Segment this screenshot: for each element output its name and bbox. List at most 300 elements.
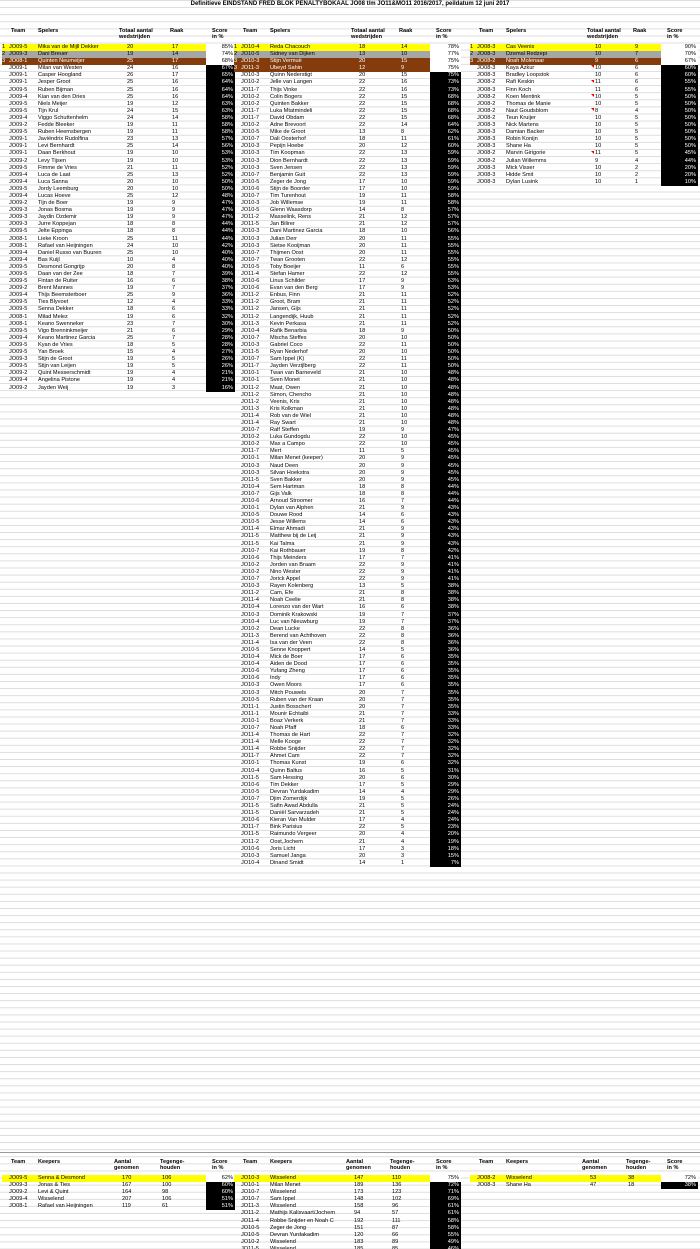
player-row [2,370,235,377]
team-cell: JO11-5 [241,774,259,781]
player-name-cell: Yufang Zheng [270,668,305,675]
player-name-cell: Finn Koch [506,86,532,93]
player-row [234,399,461,406]
team-cell: JO11-4 [241,1217,259,1224]
hits-cell: 10 [401,51,408,58]
keeper-name-cell: Senna & Desmond [38,1175,85,1181]
score-cell: 19% [430,839,461,846]
player-name-cell: Lieke Kroon [38,235,68,242]
hits-cell: 5 [401,781,405,788]
total-cell: 21 [359,810,366,817]
player-row [234,505,461,512]
player-name-cell: Jelte Eppinga [38,228,72,235]
total-cell: 21 [359,384,366,391]
player-name-cell: Dean Lucke [270,625,300,632]
hits-cell: 11 [401,136,407,143]
player-name-cell: Thomas de Hart [270,732,311,739]
hits-cell: 8 [401,483,405,490]
player-row [2,363,235,370]
score-cell: 37% [430,619,461,626]
total-cell: 22 [359,107,366,114]
team-cell: JO10-7 [241,356,260,363]
team-cell: JO10-6 [241,185,260,192]
player-name-cell: Jan Bilirer [270,221,295,228]
score-cell: 59% [430,158,461,165]
player-row [234,725,461,732]
team-cell: JO11-3 [241,632,259,639]
player-row [234,555,461,562]
score-cell: 28% [206,335,235,342]
player-name-cell: Colin Bogers [270,93,303,100]
team-cell: JO11-3 [241,1203,259,1210]
total-cell: 23 [127,320,134,327]
player-row [234,640,461,647]
score-cell: 55% [661,79,698,86]
total-cell: 20 [359,774,366,781]
player-name-cell: Daniël Sarvarzadeh [270,810,320,817]
player-row [234,526,461,533]
total-cell: 19 [127,384,134,391]
team-cell: JO08-3 [477,86,496,93]
score-cell: 60% [206,1182,235,1189]
total-cell: 173 [354,1189,364,1196]
team-cell: JO10-7 [241,171,260,178]
player-row [470,165,698,172]
total-cell: 94 [354,1210,361,1217]
total-cell: 19 [359,192,366,199]
keeper-name-cell: Wisselend [506,1175,532,1181]
player-name-cell: Melle Kooge [270,739,302,746]
player-name-cell: Bas Kuijl [38,256,60,263]
player-row [2,179,235,186]
team-cell: JO09-3 [9,1182,28,1189]
total-cell: 23 [127,136,134,143]
team-cell: JO08-1 [9,58,28,65]
player-row [470,143,698,150]
player-name-cell: Safin Awad Abdulla [270,803,318,810]
total-cell: 147 [354,1175,364,1181]
team-cell: JO11-3 [241,405,259,412]
player-name-cell: Levi Bernhardt [38,143,75,150]
keeper-name-cell: Wisselend [38,1196,64,1203]
score-cell: 50% [661,129,698,136]
player-row [234,619,461,626]
player-row [470,101,698,108]
player-name-cell: Noah Molenaar [506,58,545,65]
player-row [234,370,461,377]
player-name-cell: Sem Hartman [270,483,305,490]
player-name-cell: Ubeyd Sahin [270,65,303,72]
total-cell: 17 [359,654,366,661]
comment-marker-icon [591,80,594,83]
hits-cell: 9 [172,200,176,207]
total-cell: 25 [127,171,134,178]
keeper-name-cell: Devran Yurdakadim [270,1231,320,1238]
player-row [234,193,461,200]
team-cell: JO11-2 [241,384,259,391]
player-row [234,377,461,384]
total-cell: 20 [359,469,366,476]
score-cell: 48% [430,370,461,377]
score-cell: 68% [206,58,235,65]
hits-cell: 11 [401,341,407,348]
hits-cell: 7 [401,611,405,618]
total-cell: 18 [359,44,366,50]
saved-cell: 106 [162,1175,172,1181]
total-cell: 22 [359,434,366,441]
total-cell: 22 [359,363,366,370]
player-row [234,846,461,853]
player-name-cell: Mick de Boer [270,654,303,661]
player-name-cell: Stijn van Leijen [38,363,76,370]
keeper-name-cell: Zeger de Jong [270,1224,307,1231]
player-row [234,385,461,392]
team-cell: JO09-5 [9,306,28,313]
hits-cell: 10 [172,150,179,157]
team-cell: JO09-1 [9,143,28,150]
player-row [234,143,461,150]
hits-cell: 14 [401,44,408,50]
score-cell: 20% [661,172,698,179]
score-cell: 45% [430,448,461,455]
hits-cell: 14 [172,114,179,121]
score-cell: 71% [430,1189,461,1196]
hits-cell: 9 [401,462,405,469]
score-cell: 41% [430,555,461,562]
hits-cell: 5 [401,795,405,802]
hits-cell: 11 [401,356,407,363]
player-name-cell: Milan van Westen [38,65,83,72]
score-cell: 55% [430,271,461,278]
hits-cell: 14 [401,122,408,129]
hits-cell: 16 [172,65,179,72]
player-name-cell: Max a Campo [270,441,305,448]
hits-cell: 9 [172,214,176,221]
team-cell: JO08-3 [477,136,496,143]
hits-cell: 9 [401,65,405,72]
player-row [2,271,235,278]
player-name-cell: Milad Melez [38,313,68,320]
total-cell: 22 [359,171,366,178]
header-saved: Tegenge-houden [160,1159,185,1171]
player-row [2,207,235,214]
player-row [2,108,235,115]
team-cell: JO10-2 [241,100,260,107]
player-name-cell: Rafik Benarbia [270,327,307,334]
hits-cell: 10 [172,242,179,249]
player-row [234,44,461,51]
score-cell: 24% [430,817,461,824]
player-row [234,271,461,278]
score-cell: 63% [206,108,235,115]
team-cell: JO10-1 [241,370,260,377]
team-cell: JO10-5 [241,788,260,795]
player-row [234,768,461,775]
hits-cell: 4 [172,349,176,356]
player-row [234,221,461,228]
player-name-cell: Ray Swart [270,419,296,426]
player-name-cell: Raimundo Vergeer [270,831,317,838]
total-cell: 20 [359,455,366,462]
total-cell: 24 [127,65,134,72]
player-name-cell: Joris Licht [270,845,296,852]
score-cell: 35% [430,675,461,682]
player-row [2,356,235,363]
total-cell: 207 [122,1196,132,1203]
hits-cell: 16 [401,86,408,93]
hits-cell: 7 [401,710,405,717]
team-cell: JO10-2 [241,122,260,129]
score-cell: 51% [206,1196,235,1203]
hits-cell: 5 [635,129,639,136]
total-cell: 20 [359,703,366,710]
player-table [470,44,698,186]
score-cell: 55% [430,264,461,271]
team-cell: JO10-5 [241,1224,260,1231]
score-cell: 50% [206,179,235,186]
total-cell: 170 [122,1175,132,1181]
player-row [234,704,461,711]
total-cell: 14 [359,512,366,519]
team-cell: JO10-3 [241,469,260,476]
score-cell: 36% [430,640,461,647]
total-cell: 18 [359,490,366,497]
rank-cell: 3 [234,58,238,65]
team-cell: JO08-2 [477,58,496,65]
total-cell: 11 [595,86,601,93]
total-cell: 10 [595,129,602,136]
team-cell: JO11-2 [241,292,259,299]
player-table [234,44,462,867]
score-cell: 52% [430,321,461,328]
hits-cell: 10 [401,185,408,192]
total-cell: 18 [127,228,134,235]
hits-cell: 11 [401,320,407,327]
player-row [234,413,461,420]
player-row [234,434,461,441]
total-cell: 22 [359,561,366,568]
score-cell: 38% [206,278,235,285]
score-cell: 63% [206,101,235,108]
player-row [234,243,461,250]
score-cell: 44% [430,484,461,491]
team-cell: JO11-7 [241,824,259,831]
rank-cell: 1 [234,44,238,50]
hits-cell: 7 [401,498,405,504]
rank-cell: 2 [2,51,6,58]
score-cell: 52% [206,165,235,172]
total-cell: 10 [127,256,134,263]
player-row [234,165,461,172]
total-cell: 19 [127,363,134,370]
total-cell: 21 [359,803,366,810]
total-cell: 18 [127,306,134,313]
team-cell: JO10-3 [241,72,260,79]
player-name-cell: Djim Zomerdijk [270,795,308,802]
player-row [234,328,461,335]
score-cell: 38% [430,590,461,597]
hits-cell: 5 [635,100,639,107]
hits-cell: 15 [401,107,408,114]
hits-cell: 11 [172,235,178,242]
hits-cell: 12 [172,192,179,199]
total-cell: 17 [359,817,366,824]
score-cell: 23% [430,824,461,831]
total-cell: 12 [359,65,366,72]
player-row [2,292,235,299]
player-row [234,342,461,349]
score-cell: 10% [661,179,698,186]
player-name-cell: Maat, Owen [270,384,301,391]
total-cell: 21 [359,838,366,845]
total-cell: 9 [595,157,599,164]
team-cell: JO10-4 [241,661,260,668]
hits-cell: 7 [401,696,405,703]
hits-cell: 7 [401,717,405,724]
score-cell: 67% [661,58,698,65]
hits-cell: 9 [401,505,405,512]
hits-cell: 4 [172,370,176,377]
total-cell: 21 [359,710,366,717]
player-name-cell: Quinn Nederstigt [270,72,312,79]
team-cell: JO08-3 [477,44,496,50]
team-cell: JO09-4 [9,334,28,341]
player-row [234,654,461,661]
score-cell: 72% [430,1182,461,1189]
header-total: Aantal genomen [346,1159,371,1171]
hits-cell: 5 [401,810,405,817]
hits-cell: 12 [401,143,408,150]
player-name-cell: Groot, Bram [270,299,301,306]
hits-cell: 11 [401,235,407,242]
player-name-cell: Sam Ippel (K) [270,356,305,363]
score-cell: 32% [430,760,461,767]
team-cell: JO10-4 [241,604,260,611]
keeper-name-cell: Levi & Quint [38,1189,69,1196]
team-cell: JO09-4 [9,192,28,199]
team-cell: JO11-5 [241,1245,259,1249]
total-cell: 19 [359,795,366,802]
hits-cell: 7 [401,746,405,753]
player-name-cell: Ruben Bijman [38,86,74,93]
score-cell: 38% [661,1182,698,1189]
hits-cell: 8 [401,625,405,632]
score-cell: 48% [430,420,461,427]
total-cell: 20 [359,689,366,696]
team-cell: JO08-1 [9,313,28,320]
player-row [234,612,461,619]
score-cell: 55% [661,87,698,94]
player-name-cell: Mika van de Mijll Dekker [38,44,99,50]
hits-cell: 9 [401,540,405,547]
player-name-cell: Lucas Hoeve [38,192,71,199]
saved-cell: 100 [162,1182,172,1189]
player-name-cell: Kai Rothbauer [270,547,306,554]
score-cell: 69% [430,1196,461,1203]
team-cell: JO10-7 [241,334,260,341]
player-row [470,172,698,179]
player-row [234,158,461,165]
player-name-cell: Viggo Schuttenhelm [38,114,88,121]
saved-cell: 123 [392,1189,402,1196]
team-cell: JO10-5 [241,696,260,703]
team-cell: JO10-6 [241,781,260,788]
header-team: Team [243,28,258,34]
score-cell: 68% [430,108,461,115]
player-row [234,257,461,264]
player-name-cell: Bink Parisius [270,824,303,831]
player-name-cell: Keano Martinez Garcia [38,334,96,341]
hits-cell: 13 [401,164,408,171]
team-cell: JO10-3 [241,682,260,689]
player-row [234,817,461,824]
hits-cell: 6 [401,682,405,689]
hits-cell: 6 [635,72,639,79]
keeper-row [470,1175,698,1182]
team-cell: JO10-7 [241,192,260,199]
player-row [234,789,461,796]
player-name-cell: Senne Knoppert [270,646,311,653]
hits-cell: 7 [401,739,405,746]
score-cell: 50% [430,342,461,349]
score-cell: 58% [206,115,235,122]
score-cell: 32% [430,746,461,753]
saved-cell: 38 [628,1175,635,1181]
total-cell: 22 [359,632,366,639]
team-cell: JO10-5 [241,129,260,136]
total-cell: 25 [127,235,134,242]
team-cell: JO09-2 [9,1189,28,1196]
total-cell: 20 [359,476,366,483]
keeper-row [234,1182,461,1189]
saved-cell: 98 [162,1189,169,1196]
header-name: Keepers [506,1159,529,1165]
player-row [234,541,461,548]
hits-cell: 9 [635,44,639,50]
player-name-cell: Quinten Bakker [270,100,309,107]
keeper-row [2,1189,235,1196]
keeper-name-cell: Robbe Snijder en Noah C [270,1217,334,1224]
player-row [2,158,235,165]
total-cell: 10 [595,93,602,100]
hits-cell: 8 [401,590,405,597]
player-row [234,753,461,760]
total-cell: 13 [359,583,366,590]
team-cell: JO10-7 [241,136,260,143]
comment-marker-icon [591,94,594,97]
team-cell: JO10-7 [241,1189,260,1196]
player-name-cell: Desmond Gongrijp [38,263,85,270]
hits-cell: 8 [401,639,405,646]
total-cell: 22 [359,86,366,93]
player-name-cell: Masselink, Rens [270,214,312,221]
score-cell: 52% [430,299,461,306]
saved-cell: 110 [392,1175,401,1181]
score-cell: 85% [206,44,235,51]
total-cell: 25 [127,249,134,256]
total-cell: 53 [590,1175,597,1181]
score-cell: 45% [661,150,698,157]
keeper-name-cell: Mathijs Kalisvaart/Jochem [270,1210,335,1217]
player-name-cell: Mick Visser [506,164,535,171]
player-row [234,519,461,526]
total-cell: 17 [359,682,366,689]
score-cell: 75% [430,1175,461,1182]
hits-cell: 10 [401,434,408,441]
player-row [2,101,235,108]
keeper-row [470,1182,698,1189]
keeper-name-cell: Shane Ha [506,1182,531,1189]
